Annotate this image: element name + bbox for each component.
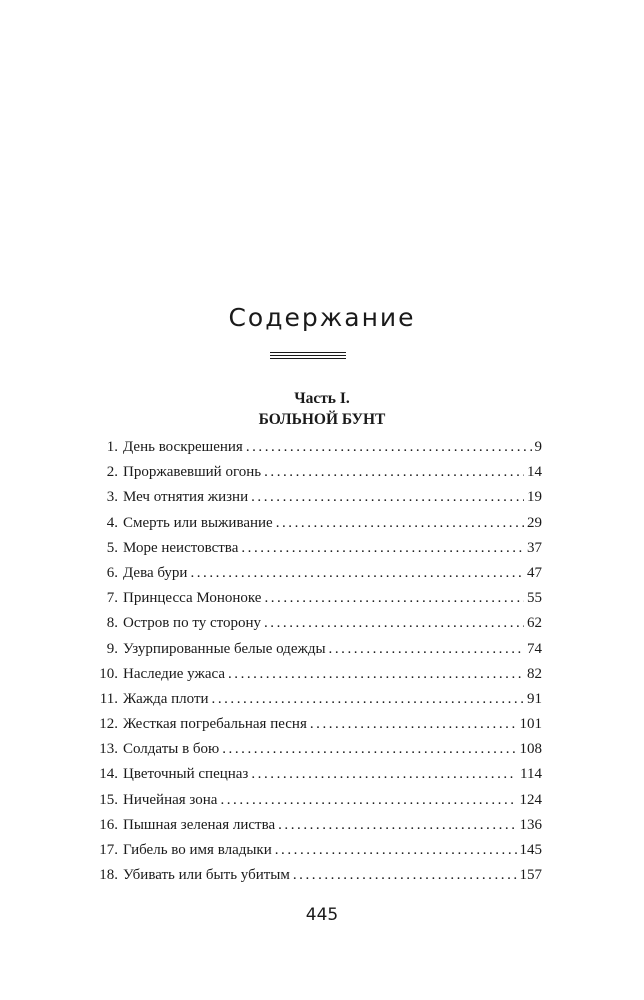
toc-entry[interactable] <box>94 485 542 510</box>
dot-leader <box>276 511 524 536</box>
entry-number: 12. <box>99 716 118 733</box>
entry-number: 9. <box>106 640 118 657</box>
entry-page: 14 <box>527 464 542 481</box>
entry-number: 2. <box>106 464 118 481</box>
toc-entry[interactable] <box>94 586 542 611</box>
entry-number: 16. <box>99 816 118 833</box>
toc-entry[interactable] <box>94 637 542 662</box>
dot-leader <box>293 863 517 888</box>
toc-entry[interactable] <box>94 435 542 460</box>
page-title: Содержание <box>228 303 416 332</box>
entry-page: 124 <box>519 791 542 808</box>
dot-leader <box>310 712 517 737</box>
entry-page: 101 <box>519 716 542 733</box>
entry-title: Проржавевший огонь <box>123 464 262 481</box>
entry-title: Пышная зеленая листва <box>123 816 276 833</box>
entry-number: 18. <box>99 867 118 884</box>
dot-leader <box>275 838 517 863</box>
entry-page: 108 <box>519 741 542 758</box>
entry-title: Гибель во имя владыки <box>123 842 272 858</box>
page-number: 445 <box>305 905 339 925</box>
entry-title: Цветочный спецназ <box>123 766 249 783</box>
entry-page: 145 <box>519 842 542 858</box>
toc-entry[interactable] <box>94 813 542 838</box>
entry-page: 37 <box>527 539 542 556</box>
part-name: БОЛЬНОЙ БУНТ <box>258 411 386 428</box>
entry-title: Жажда плоти <box>123 690 209 707</box>
entry-number: 5. <box>106 539 118 556</box>
entry-number: 1. <box>106 439 118 455</box>
dot-leader <box>246 435 532 460</box>
entry-number: 3. <box>106 489 118 506</box>
entry-title: Дева бури <box>123 564 188 581</box>
toc-entry[interactable] <box>94 838 542 863</box>
entry-title: Узурпированные белые одежды <box>123 640 326 657</box>
entry-page: 82 <box>527 665 542 682</box>
toc-entry[interactable] <box>94 460 542 485</box>
entry-page: 74 <box>527 640 542 657</box>
dot-leader <box>251 485 524 510</box>
toc-entry[interactable] <box>94 863 542 888</box>
dot-leader <box>190 561 524 586</box>
entry-title: Убивать или быть убитым <box>123 867 290 884</box>
dot-leader <box>251 762 517 787</box>
entry-number: 14. <box>99 766 118 783</box>
toc-entry[interactable] <box>94 712 542 737</box>
entry-number: 10. <box>99 665 118 682</box>
dot-leader <box>264 460 524 485</box>
toc-entry[interactable] <box>94 737 542 762</box>
dot-leader <box>220 788 516 813</box>
entry-number: 15. <box>99 791 118 808</box>
entry-page: 62 <box>527 615 542 632</box>
entry-page: 29 <box>527 514 542 531</box>
entry-number: 7. <box>106 590 118 607</box>
part-label: Часть I. <box>294 390 350 407</box>
toc-entry[interactable] <box>94 788 542 813</box>
dot-leader <box>329 637 524 662</box>
entry-title: Солдаты в бою <box>123 741 220 758</box>
toc-entry[interactable] <box>94 561 542 586</box>
dot-leader <box>278 813 516 838</box>
title-divider <box>270 352 346 362</box>
entry-title: Остров по ту сторону <box>123 615 261 632</box>
toc-entry[interactable] <box>94 511 542 536</box>
entry-title: Наследие ужаса <box>123 665 225 682</box>
entry-page: 19 <box>527 489 542 506</box>
table-of-contents <box>94 435 542 888</box>
dot-leader <box>228 662 524 687</box>
entry-title: Жесткая погребальная песня <box>123 716 307 733</box>
dot-leader <box>241 536 524 561</box>
entry-number: 11. <box>99 690 118 707</box>
entry-number: 13. <box>99 741 118 758</box>
dot-leader <box>264 611 524 636</box>
entry-page: 9 <box>534 439 542 455</box>
entry-title: Принцесса Мононоке <box>123 590 262 607</box>
entry-page: 47 <box>527 564 542 581</box>
entry-page: 136 <box>519 816 542 833</box>
entry-number: 8. <box>106 615 118 632</box>
entry-title: День воскрешения <box>123 439 243 455</box>
toc-entry[interactable] <box>94 662 542 687</box>
part-heading <box>0 388 644 430</box>
toc-entry[interactable] <box>94 762 542 787</box>
entry-page: 91 <box>527 690 542 707</box>
entry-title: Меч отнятия жизни <box>123 489 249 506</box>
toc-entry[interactable] <box>94 687 542 712</box>
toc-entry[interactable] <box>94 611 542 636</box>
entry-number: 4. <box>106 514 118 531</box>
dot-leader <box>212 687 524 712</box>
entry-title: Ничейная зона <box>123 791 218 808</box>
dot-leader <box>222 737 516 762</box>
entry-number: 17. <box>99 842 118 858</box>
entry-title: Смерть или выживание <box>123 514 273 531</box>
entry-number: 6. <box>106 564 118 581</box>
dot-leader <box>264 586 524 611</box>
entry-page: 157 <box>519 867 542 884</box>
entry-page: 114 <box>520 766 542 783</box>
entry-title: Море неистовства <box>123 539 239 556</box>
entry-page: 55 <box>527 590 542 607</box>
toc-entry[interactable] <box>94 536 542 561</box>
